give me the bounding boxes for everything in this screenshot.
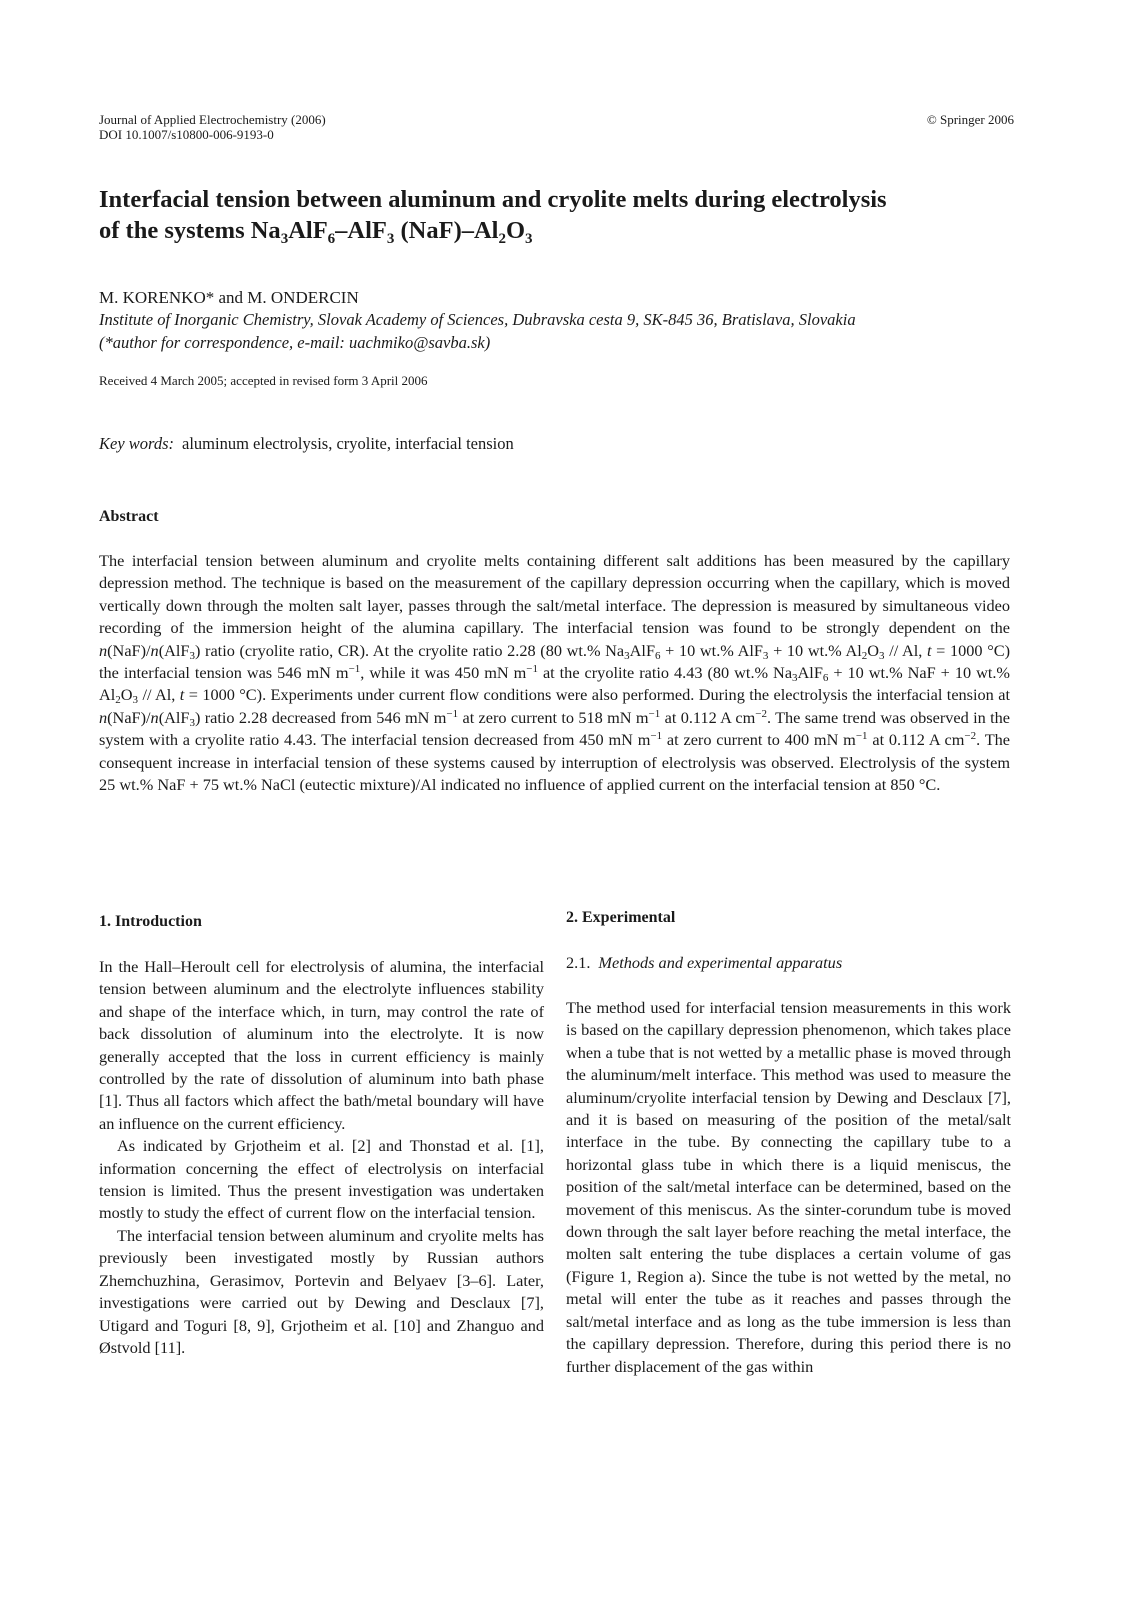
keywords-label: Key words: (99, 434, 175, 453)
keywords (99, 434, 514, 454)
affiliation: Institute of Inorganic Chemistry, Slovak Academy of Sciences, Dubravska cesta 9, SK-845 36, Bratislava, Slovakia (99, 310, 856, 329)
keywords-text: aluminum electrolysis, cryolite, interfacial tension (182, 434, 514, 453)
subsection-heading (566, 953, 842, 973)
correspondence: (*author for correspondence, e-mail: uachmiko@savba.sk) (99, 333, 491, 352)
introduction-heading: 1. Introduction (99, 913, 202, 930)
subsection-number: 2.1. (566, 953, 591, 972)
introduction-body (99, 956, 544, 1359)
received-dates: Received 4 March 2005; accepted in revised form 3 April 2006 (99, 373, 428, 388)
paragraph: As indicated by Grjotheim et al. [2] and Thonstad et al. [1], information concerning the effect of electrolysis on interfacial tension is limited. Thus the present investigation was undertaken mostly to study the effect of current flow on the interfacial tension. (99, 1136, 544, 1223)
abstract-heading: Abstract (99, 508, 159, 525)
title-line-1: Interfacial tension between aluminum and cryolite melts during electrolysis (99, 186, 887, 213)
experimental-heading: 2. Experimental (566, 909, 676, 926)
subsection-title: Methods and experimental apparatus (598, 953, 843, 972)
paragraph: The interfacial tension between aluminum and cryolite melts has previously been investigated mostly by Russian authors Zhemchuzhina, Gerasimov, Portevin and Belyaev [3–6]. Later, investigations were carried out by Dewing and Desclaux [7], Utigard and Toguri [8, 9], Grjotheim et al. [10] and Zhanguo and Østvold [11]. (99, 1225, 544, 1357)
doi: DOI 10.1007/s10800-006-9193-0 (99, 127, 274, 142)
paragraph: The method used for interfacial tension measurements in this work is based on the capillary depression phenomenon, which takes place when a tube that is not wetted by a metallic phase is moved through the aluminum/melt interface. This method was used to measure the aluminum/cryolite interfacial tension by Dewing and Desclaux [7], and it is based on measuring of the position of the metal/salt interface in the tube. By connecting the capillary tube to a horizontal glass tube in which there is a liquid meniscus, the position of the salt/metal interface can be determined, based on the movement of this meniscus. As the sinter-corundum tube is moved down through the salt layer before reaching the metal interface, the molten salt entering the tube displaces a certain volume of gas (Figure 1, Region a). Since the tube is not wetted by the metal, no metal will enter the tube as it reaches and passes through the salt/metal interface and as long as the tube immersion is less than the capillary depression. Therefore, during this period there is no further displacement of the gas within (566, 998, 1011, 1376)
experimental-body (566, 997, 1011, 1378)
authors: M. KORENKO* and M. ONDERCIN (99, 288, 359, 307)
title-line-2: of the systems $Na_3AlF_6-AlF_3$ $(NaF)-Al_2O_3$ (99, 217, 533, 247)
paragraph: In the Hall–Heroult cell for electrolysis of alumina, the interfacial tension between aluminum and the electrolyte influences stability and shape of the interface which, in turn, may control the rate of back dissolution of aluminum into the electrolyte. It is now generally accepted that the loss in current efficiency is mainly controlled by the rate of dissolution of aluminum into bath phase [1]. Thus all factors which affect the bath/metal boundary will have an influence on the current efficiency. (99, 957, 544, 1133)
journal-name: Journal of Applied Electrochemistry (2006) (99, 112, 326, 127)
paper-title (99, 184, 1059, 246)
copyright: © Springer 2006 (926, 112, 1014, 127)
abstract-body: The interfacial tension between aluminum and cryolite melts containing different salt additions has been measured by the capillary depression method. The technique is based on the measurement of the capillary depression occurring when the capillary, which is moved vertically down through the molten salt layer, passes through the salt/metal interface. The depression is measured by simultaneous video recording of the immersion height of the alumina capillary. The interfacial tension was found to be strongly dependent on the n(NaF)/n(AlF$_3$) ratio (cryolite ratio, CR). At the cryolite ratio 2.28 (80 wt.% $Na_3AlF_6 + 10$ wt.% AlF$_3$ + 10 wt.% $Al_2O_3$ // Al, t = 1000 °C) the interfacial tension was 546 mN $m^{-1}$, while it was 450 mN $m^{-1}$ at the cryolite ratio 4.43 (80 wt.% $Na_3AlF_6 + 10$ wt.% NaF + 10 wt.% $Al_2O_3$ // Al, t = 1000 °C). Experiments under current flow conditions were also performed. During the electrolysis the interfacial tension at n(NaF)/n(AlF$_3$) ratio 2.28 decreased from 546 mN $m^{-1}$ at zero current to 518 mN $m^{-1}$ at 0.112 A $cm^{-2}$. The same trend was observed in the system with a cryolite ratio 4.43. The interfacial tension decreased from 450 mN $m^{-1}$ at zero current to 400 mN $m^{-1}$ at 0.112 A $cm^{-2}$. The consequent increase in interfacial tension of these systems caused by interruption of electrolysis was observed. Electrolysis of the system 25 wt.% NaF + 75 wt.% NaCl (eutectic mixture)/Al indicated no influence of applied current on the interfacial tension at 850 °C. (99, 551, 1011, 795)
